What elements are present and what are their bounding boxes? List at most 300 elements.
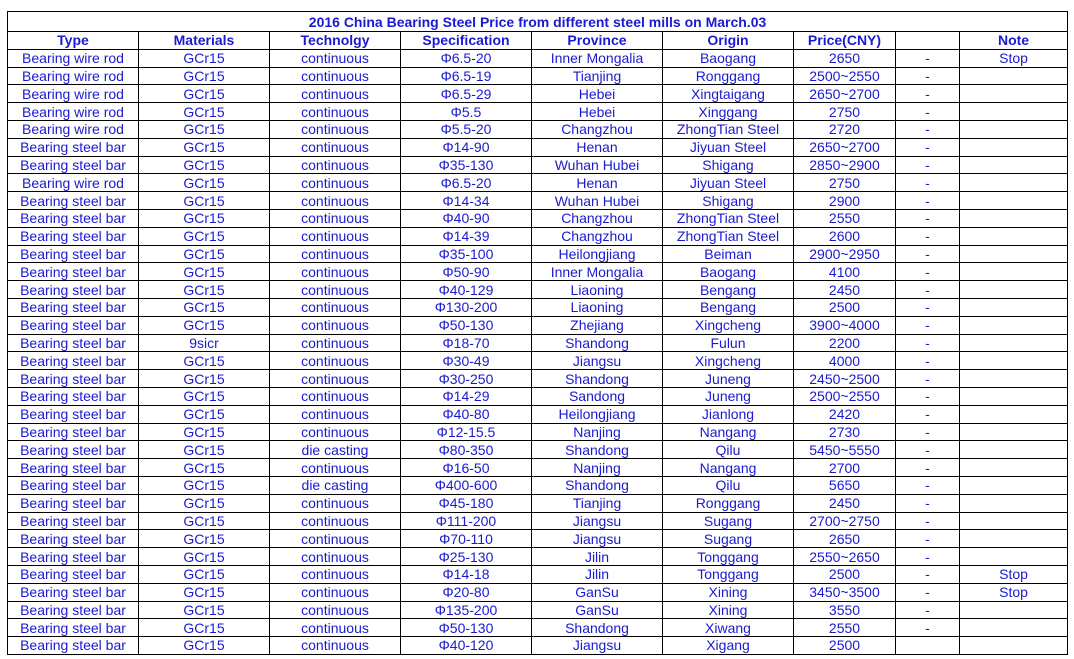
- cell-price: 2550: [794, 619, 896, 637]
- cell-note: [960, 530, 1068, 548]
- table-row: [8, 370, 1068, 388]
- cell-origin: Jiyuan Steel: [663, 138, 794, 156]
- cell-dash: -: [896, 334, 960, 352]
- cell-note: [960, 245, 1068, 263]
- cell-province: Tianjing: [532, 494, 663, 512]
- cell-specification: Φ40-90: [401, 209, 532, 227]
- cell-price: 2900: [794, 192, 896, 210]
- cell-origin: Nangang: [663, 423, 794, 441]
- cell-type: Bearing steel bar: [8, 281, 139, 299]
- cell-dash: -: [896, 85, 960, 103]
- cell-dash: -: [896, 174, 960, 192]
- cell-material: GCr15: [139, 298, 270, 316]
- cell-note: [960, 459, 1068, 477]
- cell-specification: Φ70-110: [401, 530, 532, 548]
- cell-price: 2700: [794, 459, 896, 477]
- cell-type: Bearing wire rod: [8, 49, 139, 67]
- cell-price: 3450~3500: [794, 583, 896, 601]
- table-row: [8, 494, 1068, 512]
- table-row: [8, 530, 1068, 548]
- cell-type: Bearing steel bar: [8, 245, 139, 263]
- cell-origin: Ronggang: [663, 67, 794, 85]
- cell-technology: continuous: [270, 156, 401, 174]
- cell-province: Heilongjiang: [532, 245, 663, 263]
- cell-dash: -: [896, 227, 960, 245]
- cell-price: 2200: [794, 334, 896, 352]
- cell-specification: Φ6.5-20: [401, 49, 532, 67]
- cell-type: Bearing steel bar: [8, 334, 139, 352]
- cell-specification: Φ25-130: [401, 548, 532, 566]
- cell-technology: continuous: [270, 138, 401, 156]
- cell-technology: continuous: [270, 245, 401, 263]
- table-row: [8, 49, 1068, 67]
- cell-material: GCr15: [139, 423, 270, 441]
- cell-note: [960, 298, 1068, 316]
- cell-note: [960, 387, 1068, 405]
- cell-note: [960, 548, 1068, 566]
- cell-type: Bearing steel bar: [8, 619, 139, 637]
- cell-specification: Φ50-130: [401, 316, 532, 334]
- cell-province: Hebei: [532, 85, 663, 103]
- cell-price: 2650~2700: [794, 138, 896, 156]
- cell-technology: continuous: [270, 370, 401, 388]
- cell-price: 2500~2550: [794, 67, 896, 85]
- cell-type: Bearing steel bar: [8, 530, 139, 548]
- cell-technology: continuous: [270, 67, 401, 85]
- cell-price: 3900~4000: [794, 316, 896, 334]
- cell-origin: Baogang: [663, 49, 794, 67]
- cell-province: Inner Mongalia: [532, 263, 663, 281]
- cell-type: Bearing steel bar: [8, 405, 139, 423]
- cell-price: 2500: [794, 298, 896, 316]
- cell-type: Bearing steel bar: [8, 583, 139, 601]
- cell-origin: Tonggang: [663, 548, 794, 566]
- cell-specification: Φ50-90: [401, 263, 532, 281]
- cell-province: Sandong: [532, 387, 663, 405]
- cell-material: GCr15: [139, 637, 270, 655]
- cell-price: 2450~2500: [794, 370, 896, 388]
- table-row: [8, 263, 1068, 281]
- header-technology: Technolgy: [270, 32, 401, 50]
- cell-type: Bearing wire rod: [8, 103, 139, 121]
- cell-material: GCr15: [139, 192, 270, 210]
- header-origin: Origin: [663, 32, 794, 50]
- cell-specification: Φ50-130: [401, 619, 532, 637]
- table-row: [8, 619, 1068, 637]
- cell-province: Wuhan Hubei: [532, 156, 663, 174]
- cell-technology: continuous: [270, 316, 401, 334]
- cell-price: 2650~2700: [794, 85, 896, 103]
- cell-technology: continuous: [270, 405, 401, 423]
- cell-type: Bearing wire rod: [8, 67, 139, 85]
- cell-technology: continuous: [270, 352, 401, 370]
- cell-technology: continuous: [270, 192, 401, 210]
- cell-note: [960, 227, 1068, 245]
- cell-technology: continuous: [270, 49, 401, 67]
- cell-type: Bearing steel bar: [8, 227, 139, 245]
- cell-material: GCr15: [139, 387, 270, 405]
- table-row: [8, 637, 1068, 655]
- cell-origin: Juneng: [663, 370, 794, 388]
- cell-note: [960, 138, 1068, 156]
- cell-origin: Juneng: [663, 387, 794, 405]
- cell-specification: Φ14-34: [401, 192, 532, 210]
- cell-province: Shandong: [532, 619, 663, 637]
- cell-specification: Φ35-100: [401, 245, 532, 263]
- cell-technology: continuous: [270, 209, 401, 227]
- cell-note: [960, 334, 1068, 352]
- cell-material: GCr15: [139, 619, 270, 637]
- header-type: Type: [8, 32, 139, 50]
- cell-province: Changzhou: [532, 120, 663, 138]
- cell-technology: continuous: [270, 619, 401, 637]
- cell-specification: Φ30-250: [401, 370, 532, 388]
- cell-type: Bearing steel bar: [8, 138, 139, 156]
- cell-note: [960, 174, 1068, 192]
- table-row: [8, 459, 1068, 477]
- table-row: [8, 281, 1068, 299]
- cell-dash: -: [896, 530, 960, 548]
- cell-material: GCr15: [139, 227, 270, 245]
- cell-specification: Φ6.5-20: [401, 174, 532, 192]
- cell-price: 2550: [794, 209, 896, 227]
- cell-specification: Φ20-80: [401, 583, 532, 601]
- cell-type: Bearing steel bar: [8, 209, 139, 227]
- cell-specification: Φ35-130: [401, 156, 532, 174]
- cell-price: 2650: [794, 530, 896, 548]
- cell-material: GCr15: [139, 103, 270, 121]
- cell-material: GCr15: [139, 245, 270, 263]
- cell-note: [960, 192, 1068, 210]
- cell-type: Bearing steel bar: [8, 441, 139, 459]
- cell-technology: continuous: [270, 423, 401, 441]
- cell-dash: [896, 637, 960, 655]
- cell-dash: -: [896, 138, 960, 156]
- cell-dash: -: [896, 370, 960, 388]
- cell-dash: -: [896, 192, 960, 210]
- cell-specification: Φ18-70: [401, 334, 532, 352]
- cell-note: [960, 85, 1068, 103]
- cell-note: [960, 494, 1068, 512]
- cell-type: Bearing wire rod: [8, 85, 139, 103]
- cell-type: Bearing steel bar: [8, 156, 139, 174]
- cell-note: [960, 370, 1068, 388]
- cell-province: Shandong: [532, 370, 663, 388]
- cell-specification: Φ5.5-20: [401, 120, 532, 138]
- cell-price: 5650: [794, 476, 896, 494]
- cell-province: Jilin: [532, 548, 663, 566]
- cell-dash: -: [896, 548, 960, 566]
- cell-note: [960, 601, 1068, 619]
- cell-dash: -: [896, 103, 960, 121]
- table-row: [8, 405, 1068, 423]
- cell-dash: -: [896, 316, 960, 334]
- cell-province: Jiangsu: [532, 530, 663, 548]
- cell-note: [960, 619, 1068, 637]
- cell-note: Stop: [960, 49, 1068, 67]
- cell-price: 2900~2950: [794, 245, 896, 263]
- cell-technology: continuous: [270, 548, 401, 566]
- header-province: Province: [532, 32, 663, 50]
- cell-origin: Beiman: [663, 245, 794, 263]
- cell-technology: continuous: [270, 530, 401, 548]
- cell-technology: continuous: [270, 334, 401, 352]
- cell-material: GCr15: [139, 156, 270, 174]
- cell-province: Shandong: [532, 334, 663, 352]
- cell-dash: -: [896, 281, 960, 299]
- cell-origin: Sugang: [663, 512, 794, 530]
- title-row: [8, 12, 1068, 32]
- cell-material: GCr15: [139, 174, 270, 192]
- cell-type: Bearing steel bar: [8, 370, 139, 388]
- cell-origin: ZhongTian Steel: [663, 227, 794, 245]
- cell-specification: Φ14-29: [401, 387, 532, 405]
- cell-specification: Φ6.5-29: [401, 85, 532, 103]
- cell-technology: die casting: [270, 441, 401, 459]
- cell-dash: -: [896, 619, 960, 637]
- cell-dash: -: [896, 459, 960, 477]
- cell-type: Bearing wire rod: [8, 120, 139, 138]
- cell-material: GCr15: [139, 476, 270, 494]
- header-specification: Specification: [401, 32, 532, 50]
- header-blank: [896, 32, 960, 50]
- cell-province: Shandong: [532, 441, 663, 459]
- cell-dash: -: [896, 120, 960, 138]
- table-row: [8, 441, 1068, 459]
- table-row: [8, 565, 1068, 583]
- cell-price: 2450: [794, 281, 896, 299]
- cell-technology: continuous: [270, 387, 401, 405]
- cell-material: GCr15: [139, 441, 270, 459]
- table-row: [8, 512, 1068, 530]
- cell-dash: -: [896, 387, 960, 405]
- cell-technology: continuous: [270, 494, 401, 512]
- cell-material: GCr15: [139, 209, 270, 227]
- cell-type: Bearing steel bar: [8, 476, 139, 494]
- cell-province: GanSu: [532, 583, 663, 601]
- cell-specification: Φ80-350: [401, 441, 532, 459]
- cell-province: Jiangsu: [532, 512, 663, 530]
- table-row: [8, 334, 1068, 352]
- cell-material: GCr15: [139, 120, 270, 138]
- header-price: Price(CNY): [794, 32, 896, 50]
- cell-origin: Xinggang: [663, 103, 794, 121]
- cell-specification: Φ45-180: [401, 494, 532, 512]
- cell-type: Bearing steel bar: [8, 565, 139, 583]
- cell-technology: continuous: [270, 120, 401, 138]
- table-row: [8, 298, 1068, 316]
- cell-price: 2720: [794, 120, 896, 138]
- cell-material: GCr15: [139, 263, 270, 281]
- cell-specification: Φ14-18: [401, 565, 532, 583]
- cell-origin: Sugang: [663, 530, 794, 548]
- table-row: [8, 174, 1068, 192]
- cell-type: Bearing steel bar: [8, 192, 139, 210]
- cell-province: Tianjing: [532, 67, 663, 85]
- cell-price: 2420: [794, 405, 896, 423]
- cell-province: GanSu: [532, 601, 663, 619]
- cell-origin: Nangang: [663, 459, 794, 477]
- cell-price: 2450: [794, 494, 896, 512]
- cell-note: [960, 209, 1068, 227]
- table-row: [8, 583, 1068, 601]
- price-table: [7, 11, 1068, 655]
- cell-province: Nanjing: [532, 423, 663, 441]
- cell-price: 2730: [794, 423, 896, 441]
- cell-dash: -: [896, 565, 960, 583]
- price-sheet: [7, 11, 1067, 655]
- cell-type: Bearing steel bar: [8, 459, 139, 477]
- cell-note: [960, 316, 1068, 334]
- cell-type: Bearing steel bar: [8, 263, 139, 281]
- table-row: [8, 67, 1068, 85]
- cell-origin: Ronggang: [663, 494, 794, 512]
- cell-price: 2600: [794, 227, 896, 245]
- cell-specification: Φ5.5: [401, 103, 532, 121]
- cell-province: Heilongjiang: [532, 405, 663, 423]
- cell-note: [960, 120, 1068, 138]
- cell-note: [960, 441, 1068, 459]
- cell-origin: Xiwang: [663, 619, 794, 637]
- cell-technology: continuous: [270, 85, 401, 103]
- cell-origin: Jiyuan Steel: [663, 174, 794, 192]
- cell-dash: -: [896, 298, 960, 316]
- cell-specification: Φ130-200: [401, 298, 532, 316]
- cell-dash: -: [896, 352, 960, 370]
- cell-origin: Jianlong: [663, 405, 794, 423]
- cell-province: Nanjing: [532, 459, 663, 477]
- cell-specification: Φ40-129: [401, 281, 532, 299]
- cell-origin: Baogang: [663, 263, 794, 281]
- cell-price: 2500: [794, 565, 896, 583]
- cell-origin: Qilu: [663, 441, 794, 459]
- cell-origin: Xigang: [663, 637, 794, 655]
- cell-specification: Φ40-80: [401, 405, 532, 423]
- cell-material: GCr15: [139, 67, 270, 85]
- cell-price: 2700~2750: [794, 512, 896, 530]
- cell-material: GCr15: [139, 530, 270, 548]
- cell-dash: -: [896, 245, 960, 263]
- cell-price: 2650: [794, 49, 896, 67]
- cell-material: GCr15: [139, 405, 270, 423]
- cell-type: Bearing steel bar: [8, 548, 139, 566]
- cell-specification: Φ40-120: [401, 637, 532, 655]
- table-row: [8, 103, 1068, 121]
- cell-note: [960, 103, 1068, 121]
- cell-material: GCr15: [139, 565, 270, 583]
- cell-province: Changzhou: [532, 227, 663, 245]
- table-title: 2016 China Bearing Steel Price from different steel mills on March.03: [8, 12, 1068, 32]
- cell-province: Inner Mongalia: [532, 49, 663, 67]
- cell-type: Bearing steel bar: [8, 298, 139, 316]
- cell-type: Bearing steel bar: [8, 423, 139, 441]
- cell-technology: continuous: [270, 512, 401, 530]
- cell-province: Liaoning: [532, 298, 663, 316]
- header-materials: Materials: [139, 32, 270, 50]
- cell-technology: continuous: [270, 281, 401, 299]
- cell-material: GCr15: [139, 459, 270, 477]
- cell-material: GCr15: [139, 316, 270, 334]
- cell-price: 2500~2550: [794, 387, 896, 405]
- cell-dash: -: [896, 405, 960, 423]
- cell-specification: Φ16-50: [401, 459, 532, 477]
- cell-material: GCr15: [139, 601, 270, 619]
- cell-material: GCr15: [139, 583, 270, 601]
- cell-province: Jiangsu: [532, 352, 663, 370]
- cell-specification: Φ111-200: [401, 512, 532, 530]
- cell-specification: Φ14-39: [401, 227, 532, 245]
- cell-technology: continuous: [270, 103, 401, 121]
- cell-note: [960, 281, 1068, 299]
- cell-origin: Shigang: [663, 156, 794, 174]
- cell-price: 2750: [794, 174, 896, 192]
- cell-note: Stop: [960, 565, 1068, 583]
- cell-province: Wuhan Hubei: [532, 192, 663, 210]
- cell-type: Bearing steel bar: [8, 512, 139, 530]
- cell-note: [960, 263, 1068, 281]
- table-row: [8, 209, 1068, 227]
- cell-specification: Φ12-15.5: [401, 423, 532, 441]
- cell-price: 4100: [794, 263, 896, 281]
- cell-technology: continuous: [270, 174, 401, 192]
- table-body: [8, 49, 1068, 654]
- cell-technology: die casting: [270, 476, 401, 494]
- cell-origin: Tonggang: [663, 565, 794, 583]
- cell-province: Hebei: [532, 103, 663, 121]
- cell-material: 9sicr: [139, 334, 270, 352]
- cell-material: GCr15: [139, 512, 270, 530]
- cell-dash: -: [896, 441, 960, 459]
- cell-material: GCr15: [139, 138, 270, 156]
- cell-technology: continuous: [270, 565, 401, 583]
- cell-dash: -: [896, 263, 960, 281]
- cell-origin: Xining: [663, 601, 794, 619]
- table-row: [8, 156, 1068, 174]
- cell-dash: -: [896, 209, 960, 227]
- cell-technology: continuous: [270, 637, 401, 655]
- cell-price: 5450~5550: [794, 441, 896, 459]
- cell-origin: Shigang: [663, 192, 794, 210]
- table-row: [8, 352, 1068, 370]
- cell-note: [960, 637, 1068, 655]
- cell-price: 4000: [794, 352, 896, 370]
- cell-price: 3550: [794, 601, 896, 619]
- cell-dash: -: [896, 423, 960, 441]
- table-row: [8, 138, 1068, 156]
- cell-province: Changzhou: [532, 209, 663, 227]
- cell-origin: Xingcheng: [663, 316, 794, 334]
- table-row: [8, 316, 1068, 334]
- cell-technology: continuous: [270, 601, 401, 619]
- cell-type: Bearing steel bar: [8, 387, 139, 405]
- cell-province: Henan: [532, 138, 663, 156]
- cell-technology: continuous: [270, 263, 401, 281]
- cell-specification: Φ6.5-19: [401, 67, 532, 85]
- cell-material: GCr15: [139, 281, 270, 299]
- cell-note: [960, 423, 1068, 441]
- header-note: Note: [960, 32, 1068, 50]
- cell-dash: -: [896, 512, 960, 530]
- cell-material: GCr15: [139, 49, 270, 67]
- cell-type: Bearing steel bar: [8, 494, 139, 512]
- cell-type: Bearing steel bar: [8, 352, 139, 370]
- cell-type: Bearing wire rod: [8, 174, 139, 192]
- cell-price: 2750: [794, 103, 896, 121]
- cell-material: GCr15: [139, 548, 270, 566]
- table-row: [8, 245, 1068, 263]
- cell-origin: Bengang: [663, 298, 794, 316]
- cell-note: [960, 476, 1068, 494]
